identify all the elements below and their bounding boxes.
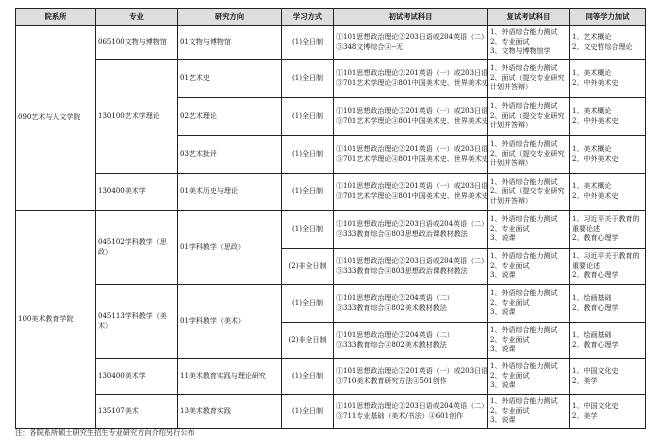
major-cell: 045102学科教学（思政）: [96, 211, 178, 285]
initial-exam-cell: ①101思想政治理论②201英语（一）或203日语 ③701艺术学理论④801中国美术史、世界美术史: [334, 136, 488, 174]
header-major: 专业: [96, 9, 178, 26]
direction-cell: 01学科教学（思政）: [178, 211, 282, 285]
major-cell: 045113学科教学（美术）: [96, 285, 178, 359]
initial-exam-cell: ①101思想政治理论②203日语或204英语（二） ③333教育综合④803思想政治课教材教法: [334, 249, 488, 285]
retest-cell: 1、外语综合能力测试 2、专业面试 3、文物与博物馆学: [488, 26, 570, 60]
table-row: [16, 174, 646, 211]
direction-cell: 11美术教育实践与理论研究: [178, 359, 282, 395]
initial-exam-cell: ①101思想政治理论②203日语或204英语（二） ③333教育综合④803思想政治课教材教法: [334, 211, 488, 249]
retest-cell: 1、外语综合能力测试 2、专业面试 3、说课: [488, 395, 570, 429]
study-mode-cell: (2)非全日制: [282, 249, 334, 285]
direction-cell: 03艺术批评: [178, 136, 282, 174]
direction-cell: 01美术历史与理论: [178, 174, 282, 211]
initial-exam-cell: ①101思想政治理论②204英语（二） ③333教育综合④802美术教材教法: [334, 285, 488, 323]
header-retest: 复试考试科目: [488, 9, 570, 26]
header-direction: 研究方向: [178, 9, 282, 26]
table-row: [16, 395, 646, 429]
study-mode-cell: (1)全日制: [282, 60, 334, 98]
equivalent-test-cell: 1、艺术概论 2、文史哲综合理论: [570, 26, 646, 60]
retest-cell: 1、外语综合能力测试 2、专业面试 3、说课: [488, 323, 570, 359]
retest-cell: 1、外语综合能力测试 2、面试（提交专业研究 计划并答辩）: [488, 136, 570, 174]
initial-exam-cell: ①101思想政治理论②203日语或204英语（二） ③348文博综合④--无: [334, 26, 488, 60]
equivalent-test-cell: 1、中国文化史 2、美学: [570, 359, 646, 395]
header-equivalent-test: 同等学力加试: [570, 9, 646, 26]
equivalent-test-cell: 1、绘画基础 2、教育心理学: [570, 285, 646, 323]
retest-cell: 1、外语综合能力测试 2、专业面试 3、说课: [488, 359, 570, 395]
study-mode-cell: (1)全日制: [282, 26, 334, 60]
equivalent-test-cell: 1、中国文化史 2、美学: [570, 395, 646, 429]
equivalent-test-cell: 1、美术概论 2、中外美术史: [570, 174, 646, 211]
retest-cell: 1、外语综合能力测试 2、专业面试 3、说课: [488, 211, 570, 249]
study-mode-cell: (1)全日制: [282, 136, 334, 174]
department-cell: 100美术教育学院: [16, 211, 96, 429]
table-row: [16, 359, 646, 395]
study-mode-cell: (1)全日制: [282, 285, 334, 323]
study-mode-cell: (2)非全日制: [282, 323, 334, 359]
department-cell: 090艺术与人文学院: [16, 26, 96, 211]
initial-exam-cell: ①101思想政治理论②201英语（一）或203日语 ③701艺术学理论④801中国美术史、世界美术史: [334, 60, 488, 98]
footnote: 注：各院系所硕士研究生招生专业研究方向介绍另行公布: [15, 428, 195, 437]
direction-cell: 01学科教学（美术）: [178, 285, 282, 359]
table-row: [16, 26, 646, 60]
header-department: 院系所: [16, 9, 96, 26]
direction-cell: 01艺术史: [178, 60, 282, 98]
table-row: [16, 211, 646, 249]
equivalent-test-cell: 1、习近平关于教育的 重要论述 2、教育心理学: [570, 249, 646, 285]
equivalent-test-cell: 1、美术概论 2、中外美术史: [570, 60, 646, 98]
initial-exam-cell: ①101思想政治理论②203日语或204英语（二） ③711专业基础（美术/书法）④601创作: [334, 395, 488, 429]
retest-cell: 1、外语综合能力测试 2、面试（提交专业研究 计划并答辩）: [488, 60, 570, 98]
initial-exam-cell: ①101思想政治理论②201英语（一）或203日语 ③710美术教育研究方法④501创作: [334, 359, 488, 395]
equivalent-test-cell: 1、美术概论 2、中外美术史: [570, 98, 646, 136]
equivalent-test-cell: 1、绘画基础 2、教育心理学: [570, 323, 646, 359]
major-cell: 135107美术: [96, 395, 178, 429]
table-row: [16, 285, 646, 323]
study-mode-cell: (1)全日制: [282, 98, 334, 136]
initial-exam-cell: ①101思想政治理论②201英语（一）或203日语 ③701艺术学理论④801中国美术史、世界美术史: [334, 98, 488, 136]
study-mode-cell: (1)全日制: [282, 174, 334, 211]
major-cell: 065100文物与博物馆: [96, 26, 178, 60]
table-row: [16, 60, 646, 98]
study-mode-cell: (1)全日制: [282, 359, 334, 395]
equivalent-test-cell: 1、美术概论 2、中外美术史: [570, 136, 646, 174]
retest-cell: 1、外语综合能力测试 2、专业面试 3、说课: [488, 249, 570, 285]
study-mode-cell: (1)全日制: [282, 395, 334, 429]
equivalent-test-cell: 1、习近平关于教育的 重要论述 2、教育心理学: [570, 211, 646, 249]
retest-cell: 1、外语综合能力测试 2、面试（提交专业研究 计划并答辩）: [488, 174, 570, 211]
study-mode-cell: (1)全日制: [282, 211, 334, 249]
initial-exam-cell: ①101思想政治理论②204英语（二） ③333教育综合④802美术教材教法: [334, 323, 488, 359]
initial-exam-cell: ①101思想政治理论②201英语（一）或203日语 ③701艺术学理论④801中国美术史、世界美术史: [334, 174, 488, 211]
major-cell: 130100艺术学理论: [96, 60, 178, 174]
retest-cell: 1、外语综合能力测试 2、面试（提交专业研究 计划并答辩）: [488, 98, 570, 136]
major-cell: 130400美术学: [96, 174, 178, 211]
direction-cell: 01文物与博物馆: [178, 26, 282, 60]
direction-cell: 02艺术理论: [178, 98, 282, 136]
header-row: [16, 9, 646, 26]
header-study-mode: 学习方式: [282, 9, 334, 26]
major-cell: 130400美术学: [96, 359, 178, 395]
retest-cell: 1、外语综合能力测试 2、专业面试 3、说课: [488, 285, 570, 323]
direction-cell: 13美术教育实践: [178, 395, 282, 429]
admissions-table: [15, 8, 646, 429]
header-initial-exam: 初试考试科目: [334, 9, 488, 26]
